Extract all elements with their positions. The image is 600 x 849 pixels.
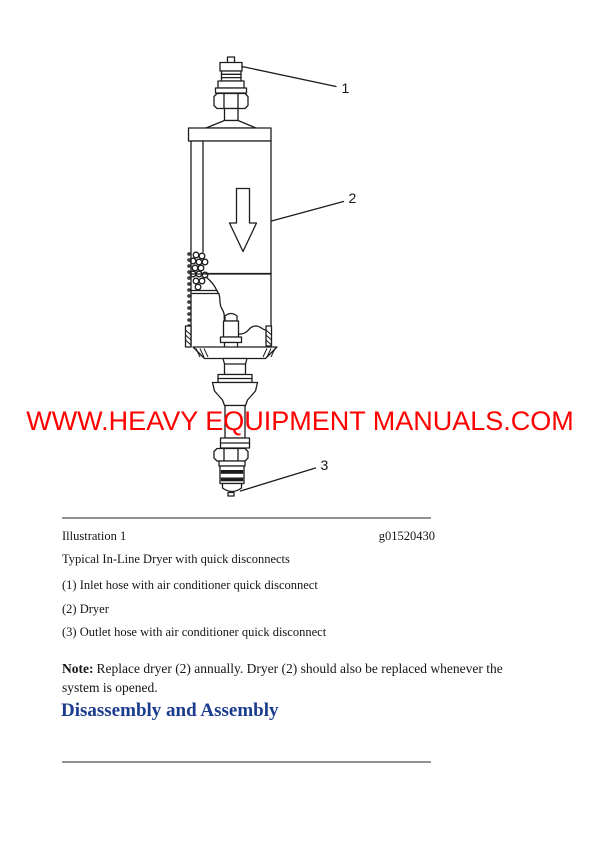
illustration-title: Typical In-Line Dryer with quick disconnects [62,552,290,566]
illustration-top-rule [62,517,431,519]
callout-1-leader [242,67,336,87]
callout-2-label: 2 [348,190,357,206]
illustration-header [62,529,435,544]
section-heading: Disassembly and Assembly [61,700,279,721]
bottom-plate [193,347,277,359]
illustration-label: Illustration 1 [62,529,127,543]
watermark-text: WWW.HEAVY EQUIPMENT MANUALS.COM [26,406,574,436]
callout-1-label: 1 [341,80,350,96]
note-paragraph [62,659,517,697]
illustration-code: g01520430 [378,529,435,543]
caption-item-1: (1) Inlet hose with air conditioner quick disconnect [62,578,318,592]
note-label: Note: [62,661,94,676]
left-crimp-hatch [186,326,192,347]
right-crimp-hatch [266,326,272,346]
dryer-body [186,128,278,359]
caption-item-2: (2) Dryer [62,602,109,616]
callout-2-leader [272,202,344,222]
callout-3-leader [241,468,316,491]
section-bottom-rule [62,761,431,763]
note-text: Replace dryer (2) annually. Dryer (2) should also be replaced whenever the system is opened. [62,661,503,695]
caption-item-3: (3) Outlet hose with air conditioner quick disconnect [62,625,327,639]
callout-3-label: 3 [320,457,329,473]
